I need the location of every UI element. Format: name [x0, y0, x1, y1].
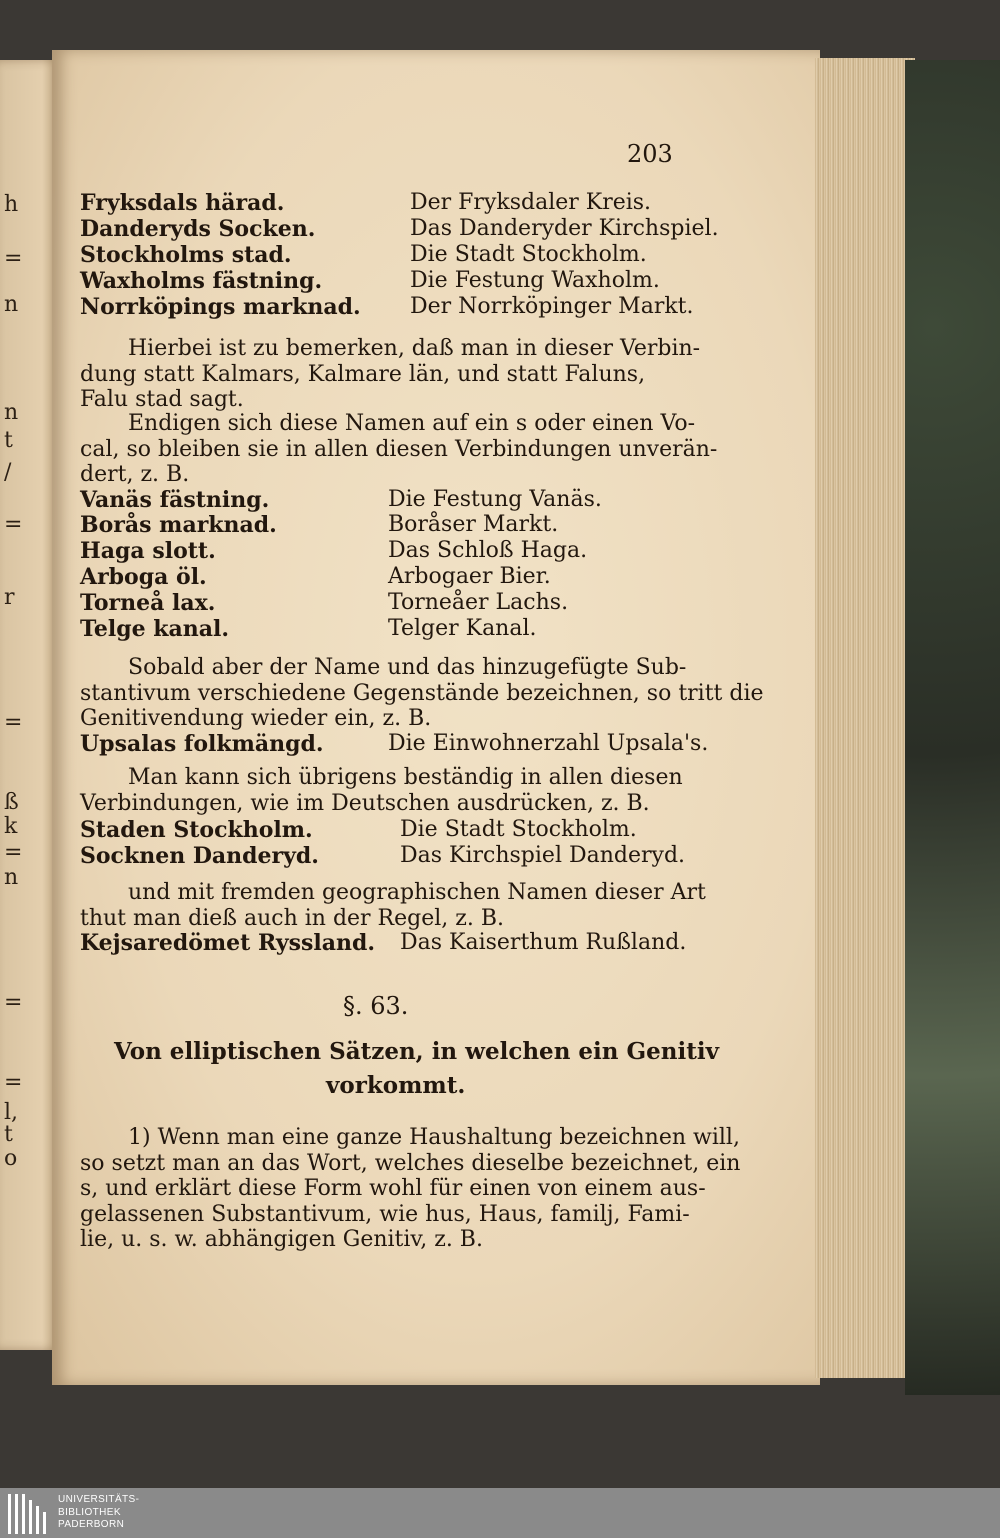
- left-page-fragment: l,: [4, 1100, 19, 1125]
- text-line: 1) Wenn man eine ganze Haushaltung bezeichnen will,: [128, 1125, 740, 1150]
- left-page-fragment: =: [4, 512, 23, 537]
- text-line: stantivum verschiedene Gegenstände bezeichnen, so tritt die: [80, 680, 764, 706]
- german-translation: Die Einwohnerzahl Upsala's.: [388, 731, 709, 756]
- left-page-fragment: h: [4, 192, 19, 217]
- german-translation: Telger Kanal.: [388, 616, 537, 641]
- text-line: Man kann sich übrigens beständig in allen diesen: [128, 765, 683, 790]
- text-line: Hierbei ist zu bemerken, daß man in dieser Verbin-: [128, 336, 701, 361]
- german-translation: Der Fryksdaler Kreis.: [410, 190, 652, 215]
- german-translation: Das Schloß Haga.: [388, 538, 588, 563]
- text-line: Verbindungen, wie im Deutschen ausdrücken, z. B.: [80, 790, 650, 816]
- footer-bar: [0, 1488, 1000, 1538]
- text-line: lie, u. s. w. abhängigen Genitiv, z. B.: [80, 1227, 483, 1252]
- left-page-fragment: n: [4, 865, 19, 890]
- left-page-fragment: /: [4, 460, 12, 485]
- german-translation: Die Stadt Stockholm.: [400, 817, 637, 842]
- german-translation: Die Festung Vanäs.: [388, 487, 602, 512]
- library-logo-text: [58, 1494, 139, 1532]
- text-line: Falu stad sagt.: [80, 387, 244, 412]
- section-heading: vorkommt.: [326, 1072, 466, 1099]
- swedish-example: Telge kanal.: [80, 616, 230, 642]
- paragraph: [80, 1125, 740, 1253]
- paragraph: [80, 411, 717, 488]
- left-page-fragment: =: [4, 840, 23, 865]
- left-page-fragment: n: [4, 292, 19, 317]
- text-line: Sobald aber der Name und das hinzugefügte Sub-: [128, 655, 687, 680]
- left-page-fragment: t: [4, 1122, 13, 1147]
- german-translation: Arbogaer Bier.: [388, 564, 551, 589]
- swedish-example: Stockholms stad.: [80, 242, 292, 268]
- text-line: s, und erklärt diese Form wohl für einen von einem aus-: [80, 1176, 706, 1201]
- swedish-example: Borås marknad.: [80, 512, 277, 538]
- swedish-example: Socknen Danderyd.: [80, 843, 319, 869]
- left-page-fragment: =: [4, 246, 23, 271]
- swedish-example: Vanäs fästning.: [80, 487, 270, 513]
- swedish-example: Arboga öl.: [80, 564, 207, 590]
- left-page-fragment: k: [4, 814, 18, 839]
- swedish-example: Fryksdals härad.: [80, 190, 285, 216]
- german-translation: Die Stadt Stockholm.: [410, 242, 647, 267]
- text-line: cal, so bleiben sie in allen diesen Verbindungen unverän-: [80, 436, 718, 462]
- marbled-cover: [905, 60, 1000, 1395]
- left-page-edge: [0, 60, 60, 1350]
- left-page-fragment: =: [4, 710, 23, 735]
- paragraph: [80, 880, 706, 931]
- text-line: dung statt Kalmars, Kalmare län, und statt Faluns,: [80, 361, 646, 387]
- german-translation: Das Kaiserthum Rußland.: [400, 930, 687, 955]
- page-number: 203: [627, 140, 673, 168]
- left-page-fragment: r: [4, 585, 15, 610]
- text-line: Genitivendung wieder ein, z. B.: [80, 706, 432, 731]
- page-block-edges: [815, 58, 915, 1378]
- section-heading: Von elliptischen Sätzen, in welchen ein Genitiv: [114, 1038, 719, 1065]
- swedish-example: Staden Stockholm.: [80, 817, 313, 843]
- text-line: dert, z. B.: [80, 462, 190, 487]
- german-translation: Das Kirchspiel Danderyd.: [400, 843, 686, 868]
- text-line: so setzt man an das Wort, welches dieselbe bezeichnet, ein: [80, 1150, 741, 1176]
- paragraph: [80, 336, 700, 413]
- german-translation: Boråser Markt.: [388, 512, 559, 537]
- german-translation: Das Danderyder Kirchspiel.: [410, 216, 719, 241]
- logo-line: UNIVERSITÄTS-: [58, 1494, 140, 1505]
- swedish-example: Kejsaredömet Ryssland.: [80, 930, 376, 956]
- text-line: gelassenen Substantivum, wie hus, Haus, familj, Fami-: [80, 1201, 690, 1227]
- text-line: thut man dieß auch in der Regel, z. B.: [80, 905, 505, 931]
- german-translation: Der Norrköpinger Markt.: [410, 294, 694, 319]
- german-translation: Die Festung Waxholm.: [410, 268, 660, 293]
- left-page-fragment: ß: [4, 790, 19, 815]
- section-number: §. 63.: [343, 992, 409, 1020]
- swedish-example: Torneå lax.: [80, 590, 216, 616]
- left-page-fragment: t: [4, 428, 13, 453]
- swedish-example: Upsalas folkmängd.: [80, 731, 324, 757]
- paragraph: [80, 765, 683, 816]
- text-line: und mit fremden geographischen Namen dieser Art: [128, 880, 706, 905]
- left-page-fragment: o: [4, 1146, 18, 1171]
- swedish-example: Norrköpings marknad.: [80, 294, 361, 320]
- swedish-example: Haga slott.: [80, 538, 216, 564]
- swedish-example: Danderyds Socken.: [80, 216, 316, 242]
- logo-line: BIBLIOTHEK: [58, 1506, 121, 1518]
- logo-line: PADERBORN: [58, 1519, 125, 1530]
- left-page-fragment: n: [4, 400, 19, 425]
- left-page-fragment: =: [4, 990, 23, 1015]
- paragraph: [80, 655, 764, 732]
- german-translation: Torneåer Lachs.: [388, 590, 569, 615]
- text-line: Endigen sich diese Namen auf ein s oder einen Vo-: [128, 411, 696, 436]
- swedish-example: Waxholms fästning.: [80, 268, 323, 294]
- library-logo-icon: [8, 1494, 50, 1534]
- left-page-fragment: =: [4, 1070, 23, 1095]
